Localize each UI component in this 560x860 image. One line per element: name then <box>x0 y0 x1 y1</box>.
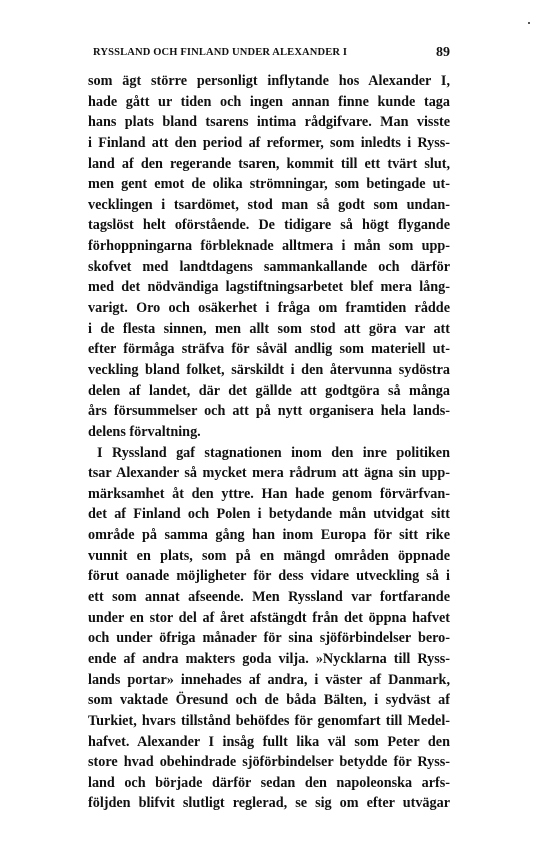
text-line: delens förvaltning. <box>88 423 201 440</box>
text-line: ett som annat afseende. Men Ryssland var fortfarande <box>88 589 450 606</box>
text-line: märksamhet åt den yttre. Han hade genom förvärfvan- <box>88 485 450 502</box>
body-text <box>88 71 450 814</box>
text-line: hans plats bland tsarens intima rådgifvare. Man visste <box>88 114 450 131</box>
text-line: varigt. Oro och osäkerhet i fråga om framtiden rådde <box>88 300 450 317</box>
text-line: förut oanade möjligheter för dess vidare utveckling så i <box>88 568 450 585</box>
text-line: vunnit en plats, som på en mängd områden öppnade <box>88 547 450 564</box>
paragraph <box>88 443 450 815</box>
text-line: land af den regerande tsaren, kommit till ett tvärt slut, <box>88 155 450 172</box>
text-line: i de flesta sinnen, men allt som stod att göra var att <box>88 320 450 337</box>
text-line: ende af andra makters goda vilja. »Nycklarna till Ryss- <box>88 650 450 667</box>
text-line: Turkiet, hvars tillstånd behöfdes för genomfart till Medel- <box>88 712 450 729</box>
text-line: följden blifvit slutligt reglerad, se sig om efter utvägar <box>88 795 450 812</box>
text-line: delen af landet, där det gällde att godtgöra så många <box>88 382 450 399</box>
text-line: års försummelser och att på nytt organisera hela lands- <box>88 403 450 420</box>
page-number: 89 <box>436 45 450 60</box>
text-line: hade gått ur tiden och ingen annan finne kunde taga <box>88 93 450 110</box>
text-line: hafvet. Alexander I insåg fullt lika väl som Peter den <box>88 733 450 750</box>
text-line: I Ryssland gaf stagnationen inom den inre politiken <box>97 444 450 461</box>
text-line: land och började därför sedan den napoleonska arfs- <box>88 774 450 791</box>
text-line: förhoppningarna förbleknade alltmera i mån som upp- <box>88 238 450 255</box>
text-line: det af Finland och Polen i betydande mån utvidgat sitt <box>88 506 450 523</box>
running-title: RYSSLAND OCH FINLAND UNDER ALEXANDER I <box>93 47 348 58</box>
text-line: veckling bland folket, särskildt i den återvunna sydöstra <box>88 361 450 378</box>
text-line: efter förmåga sträfva för såväl andlig som materiell ut- <box>88 341 450 358</box>
text-line: skofvet med landtdagens sammankallande och därför <box>88 258 450 275</box>
paragraph <box>88 71 450 443</box>
text-line: tagslöst helt oförstående. De tidigare så högt flygande <box>88 217 450 234</box>
text-line: lands portar» innehades af andra, i väster af Danmark, <box>88 671 450 688</box>
text-line: under en stor del af året afstängdt från det öppna hafvet <box>88 609 450 626</box>
text-line: och under öfriga månader för sina sjöförbindelser bero- <box>88 630 450 647</box>
page-header <box>93 47 450 65</box>
text-line: men gent emot de olika strömningar, som betingade ut- <box>88 176 450 193</box>
print-speck <box>528 22 530 24</box>
text-line: tsar Alexander så mycket mera rådrum att ägna sin upp- <box>88 465 450 482</box>
text-line: som ägt större personligt inflytande hos Alexander I, <box>88 73 450 89</box>
text-line: vecklingen i tsardömet, stod man så godt som undan- <box>88 196 450 213</box>
text-line: store hvad obehindrade sjöförbindelser betydde för Ryss- <box>88 754 450 771</box>
text-line: med det nödvändiga lagstiftningsarbetet blef mera lång- <box>88 279 450 296</box>
text-line: område på samma gång han inom Europa för sitt rike <box>88 527 450 544</box>
text-line: i Finland att den period af reformer, som inledts i Ryss- <box>88 134 450 151</box>
text-line: som vaktade Öresund och de båda Bälten, i sydväst af <box>88 692 450 709</box>
